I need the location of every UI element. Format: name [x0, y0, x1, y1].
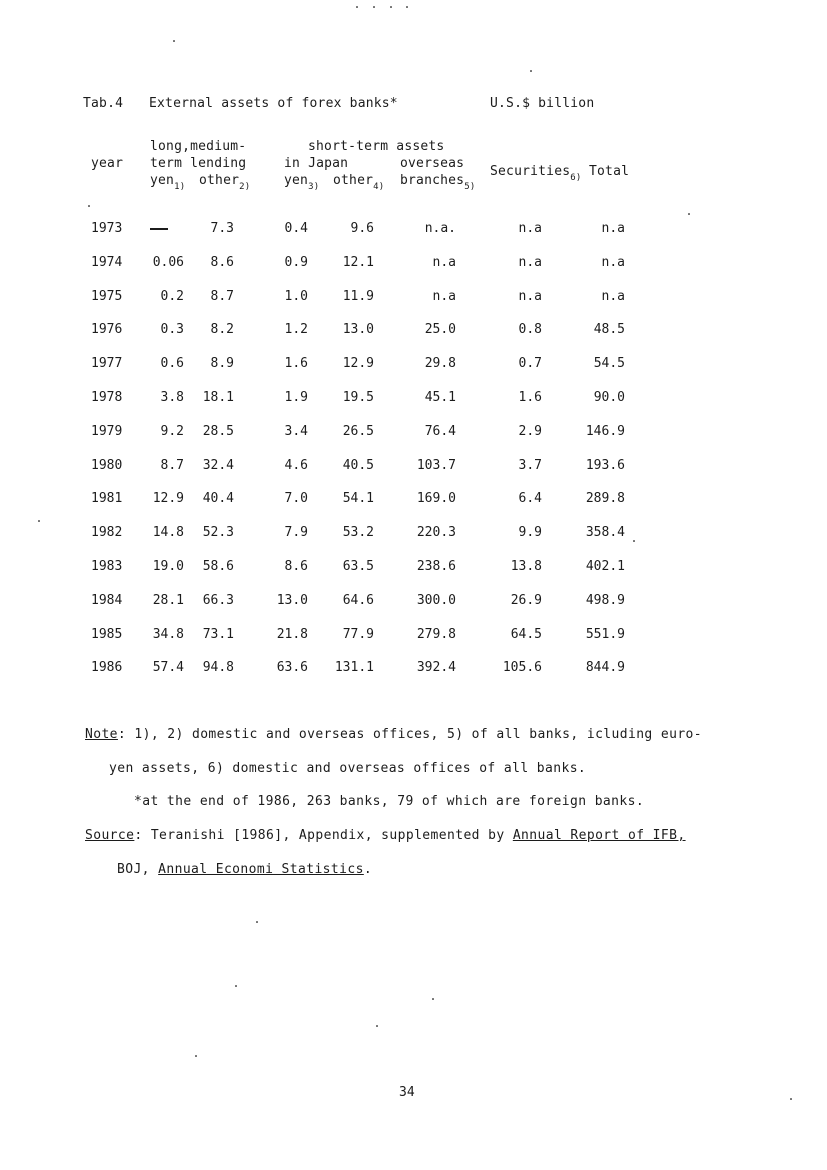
header-overseas: overseas [400, 156, 465, 171]
scan-speck [376, 1025, 378, 1027]
cell-st-yen: 4.6 [284, 458, 308, 473]
cell-lt-yen: 19.0 [152, 559, 184, 574]
cell-total: 358.4 [585, 525, 625, 540]
cell-overseas: 279.8 [416, 627, 456, 642]
source-text: : Teranishi [1986], Appendix, supplemented by [134, 828, 513, 843]
cell-year: 1985 [91, 627, 123, 642]
scan-speck [88, 205, 90, 207]
note-line-1 [85, 727, 702, 742]
cell-total: 193.6 [585, 458, 625, 473]
cell-st-other: 64.6 [342, 593, 374, 608]
cell-lt-other: 8.6 [210, 255, 234, 270]
cell-st-yen: 1.0 [284, 289, 308, 304]
cell-securities: n.a [518, 221, 542, 236]
cell-total: 551.9 [585, 627, 625, 642]
cell-total: 289.8 [585, 491, 625, 506]
cell-st-yen: 0.4 [284, 221, 308, 236]
cell-overseas: 45.1 [424, 390, 456, 405]
cell-year: 1984 [91, 593, 123, 608]
footnote-marker-3: 3) [308, 182, 320, 192]
cell-total: n.a [601, 221, 625, 236]
cell-st-other: 13.0 [342, 322, 374, 337]
footnote-marker-6: 6) [570, 173, 582, 183]
scan-speck [432, 998, 434, 1000]
cell-st-other: 19.5 [342, 390, 374, 405]
header-st-yen [284, 173, 320, 192]
scan-speck [790, 1098, 792, 1100]
source-ref-annual-report: Annual Report of IFB, [512, 828, 686, 843]
header-branches-label: branches [400, 173, 465, 188]
cell-total: 402.1 [585, 559, 625, 574]
cell-lt-yen: 8.7 [160, 458, 184, 473]
cell-securities: 2.9 [518, 424, 542, 439]
cell-lt-yen: 12.9 [152, 491, 184, 506]
cell-total: 48.5 [593, 322, 625, 337]
cell-st-yen: 3.4 [284, 424, 308, 439]
scan-speck [38, 520, 40, 522]
cell-year: 1977 [91, 356, 123, 371]
cell-total: 844.9 [585, 660, 625, 675]
cell-st-yen: 8.6 [284, 559, 308, 574]
cell-st-other: 9.6 [350, 221, 374, 236]
header-st-other [333, 173, 385, 192]
cell-st-yen: 63.6 [276, 660, 308, 675]
cell-lt-yen: 3.8 [160, 390, 184, 405]
cell-securities: 3.7 [518, 458, 542, 473]
header-lt-yen-label: yen [150, 173, 175, 188]
cell-st-other: 26.5 [342, 424, 374, 439]
header-lt-yen [150, 173, 186, 192]
cell-year: 1974 [91, 255, 123, 270]
cell-securities: n.a [518, 255, 542, 270]
cell-securities: 13.8 [510, 559, 542, 574]
footnote-marker-4: 4) [373, 182, 385, 192]
cell-lt-other: 58.6 [202, 559, 234, 574]
scan-speck [688, 213, 690, 215]
cell-lt-other: 8.7 [210, 289, 234, 304]
cell-st-other: 63.5 [342, 559, 374, 574]
cell-securities: 26.9 [510, 593, 542, 608]
source-line-2-prefix: BOJ, [117, 862, 159, 877]
cell-lt-yen: 34.8 [152, 627, 184, 642]
header-st-other-label: other [333, 173, 374, 188]
table-title: External assets of forex banks* [149, 96, 398, 111]
cell-overseas: 220.3 [416, 525, 456, 540]
cell-year: 1981 [91, 491, 123, 506]
scan-speck [633, 540, 635, 542]
source-line-1 [85, 828, 686, 843]
cell-year: 1980 [91, 458, 123, 473]
cell-securities: 64.5 [510, 627, 542, 642]
table-label: Tab.4 [83, 96, 124, 111]
cell-st-other: 12.9 [342, 356, 374, 371]
header-total: Total [589, 164, 630, 179]
header-lt-other [199, 173, 251, 192]
footnote-marker-5: 5) [464, 182, 476, 192]
scan-speck [406, 6, 408, 8]
cell-lt-other: 52.3 [202, 525, 234, 540]
source-ref-annual-economic-statistics: Annual Economi Statistics [158, 862, 364, 877]
cell-st-yen: 0.9 [284, 255, 308, 270]
cell-year: 1979 [91, 424, 123, 439]
cell-lt-other: 73.1 [202, 627, 234, 642]
cell-year: 1978 [91, 390, 123, 405]
cell-lt-other: 40.4 [202, 491, 234, 506]
footnote-marker-2: 2) [239, 182, 251, 192]
source-line-2-suffix: . [363, 862, 373, 877]
cell-lt-yen: 0.3 [160, 322, 184, 337]
cell-lt-other: 32.4 [202, 458, 234, 473]
cell-st-other: 131.1 [334, 660, 374, 675]
cell-lt-yen: 0.6 [160, 356, 184, 371]
source-label: Source [85, 828, 135, 843]
cell-total: n.a [601, 289, 625, 304]
cell-year: 1982 [91, 525, 123, 540]
cell-lt-yen: 9.2 [160, 424, 184, 439]
cell-overseas: 25.0 [424, 322, 456, 337]
cell-year: 1975 [91, 289, 123, 304]
header-branches [400, 173, 476, 192]
cell-st-yen: 7.0 [284, 491, 308, 506]
note-label: Note [85, 727, 118, 742]
cell-total: 498.9 [585, 593, 625, 608]
cell-lt-other: 28.5 [202, 424, 234, 439]
cell-st-other: 12.1 [342, 255, 374, 270]
note-text-1: : 1), 2) domestic and overseas offices, 5) of all banks, icluding euro- [117, 727, 703, 742]
cell-total: 54.5 [593, 356, 625, 371]
cell-st-yen: 1.2 [284, 322, 308, 337]
cell-securities: 105.6 [502, 660, 542, 675]
header-longmed-line2: term lending [150, 156, 247, 171]
cell-st-other: 54.1 [342, 491, 374, 506]
cell-lt-yen: 0.06 [152, 255, 184, 270]
cell-securities: 6.4 [518, 491, 542, 506]
cell-st-yen: 1.6 [284, 356, 308, 371]
cell-overseas: n.a [432, 255, 456, 270]
scan-speck [390, 6, 392, 8]
cell-st-yen: 13.0 [276, 593, 308, 608]
note-line-2: yen assets, 6) domestic and overseas offices of all banks. [109, 761, 587, 776]
cell-overseas: 29.8 [424, 356, 456, 371]
cell-lt-other: 7.3 [210, 221, 234, 236]
cell-overseas: 76.4 [424, 424, 456, 439]
cell-securities: 0.7 [518, 356, 542, 371]
cell-lt-other: 8.2 [210, 322, 234, 337]
cell-year: 1976 [91, 322, 123, 337]
cell-year: 1973 [91, 221, 123, 236]
cell-overseas: n.a. [424, 221, 456, 236]
footnote-marker-1: 1) [174, 182, 186, 192]
cell-lt-yen: 57.4 [152, 660, 184, 675]
cell-st-other: 77.9 [342, 627, 374, 642]
scan-speck [235, 985, 237, 987]
page-number: 34 [399, 1085, 415, 1100]
scan-speck [173, 40, 175, 42]
header-shortterm: short-term assets [308, 139, 445, 154]
cell-st-other: 40.5 [342, 458, 374, 473]
header-lt-other-label: other [199, 173, 240, 188]
cell-overseas: 300.0 [416, 593, 456, 608]
header-st-yen-label: yen [284, 173, 309, 188]
table-unit: U.S.$ billion [490, 96, 595, 111]
header-in-japan: in Japan [284, 156, 349, 171]
header-securities [490, 164, 582, 183]
cell-lt-yen: 14.8 [152, 525, 184, 540]
scan-speck [195, 1055, 197, 1057]
cell-lt-yen: 28.1 [152, 593, 184, 608]
cell-securities: 1.6 [518, 390, 542, 405]
cell-st-yen: 7.9 [284, 525, 308, 540]
cell-securities: n.a [518, 289, 542, 304]
cell-securities: 9.9 [518, 525, 542, 540]
cell-st-other: 11.9 [342, 289, 374, 304]
cell-overseas: 238.6 [416, 559, 456, 574]
cell-lt-other: 8.9 [210, 356, 234, 371]
cell-year: 1986 [91, 660, 123, 675]
cell-securities: 0.8 [518, 322, 542, 337]
cell-overseas: 103.7 [416, 458, 456, 473]
note-line-3: *at the end of 1986, 263 banks, 79 of which are foreign banks. [134, 794, 645, 809]
cell-overseas: 169.0 [416, 491, 456, 506]
cell-lt-yen: 0.2 [160, 289, 184, 304]
cell-lt-other: 18.1 [202, 390, 234, 405]
header-longmed-line1: long,medium- [150, 139, 247, 154]
cell-overseas: 392.4 [416, 660, 456, 675]
cell-st-yen: 21.8 [276, 627, 308, 642]
scan-speck [356, 6, 358, 8]
cell-year: 1983 [91, 559, 123, 574]
cell-lt-other: 66.3 [202, 593, 234, 608]
cell-total: n.a [601, 255, 625, 270]
cell-st-other: 53.2 [342, 525, 374, 540]
cell-lt-other: 94.8 [202, 660, 234, 675]
cell-total: 146.9 [585, 424, 625, 439]
cell-st-yen: 1.9 [284, 390, 308, 405]
scan-speck [256, 921, 258, 923]
scan-speck [373, 6, 375, 8]
scan-speck [530, 70, 532, 72]
cell-total: 90.0 [593, 390, 625, 405]
source-line-2 [117, 862, 372, 877]
header-securities-label: Securities [490, 164, 571, 179]
header-year: year [91, 156, 124, 171]
cell-overseas: n.a [432, 289, 456, 304]
